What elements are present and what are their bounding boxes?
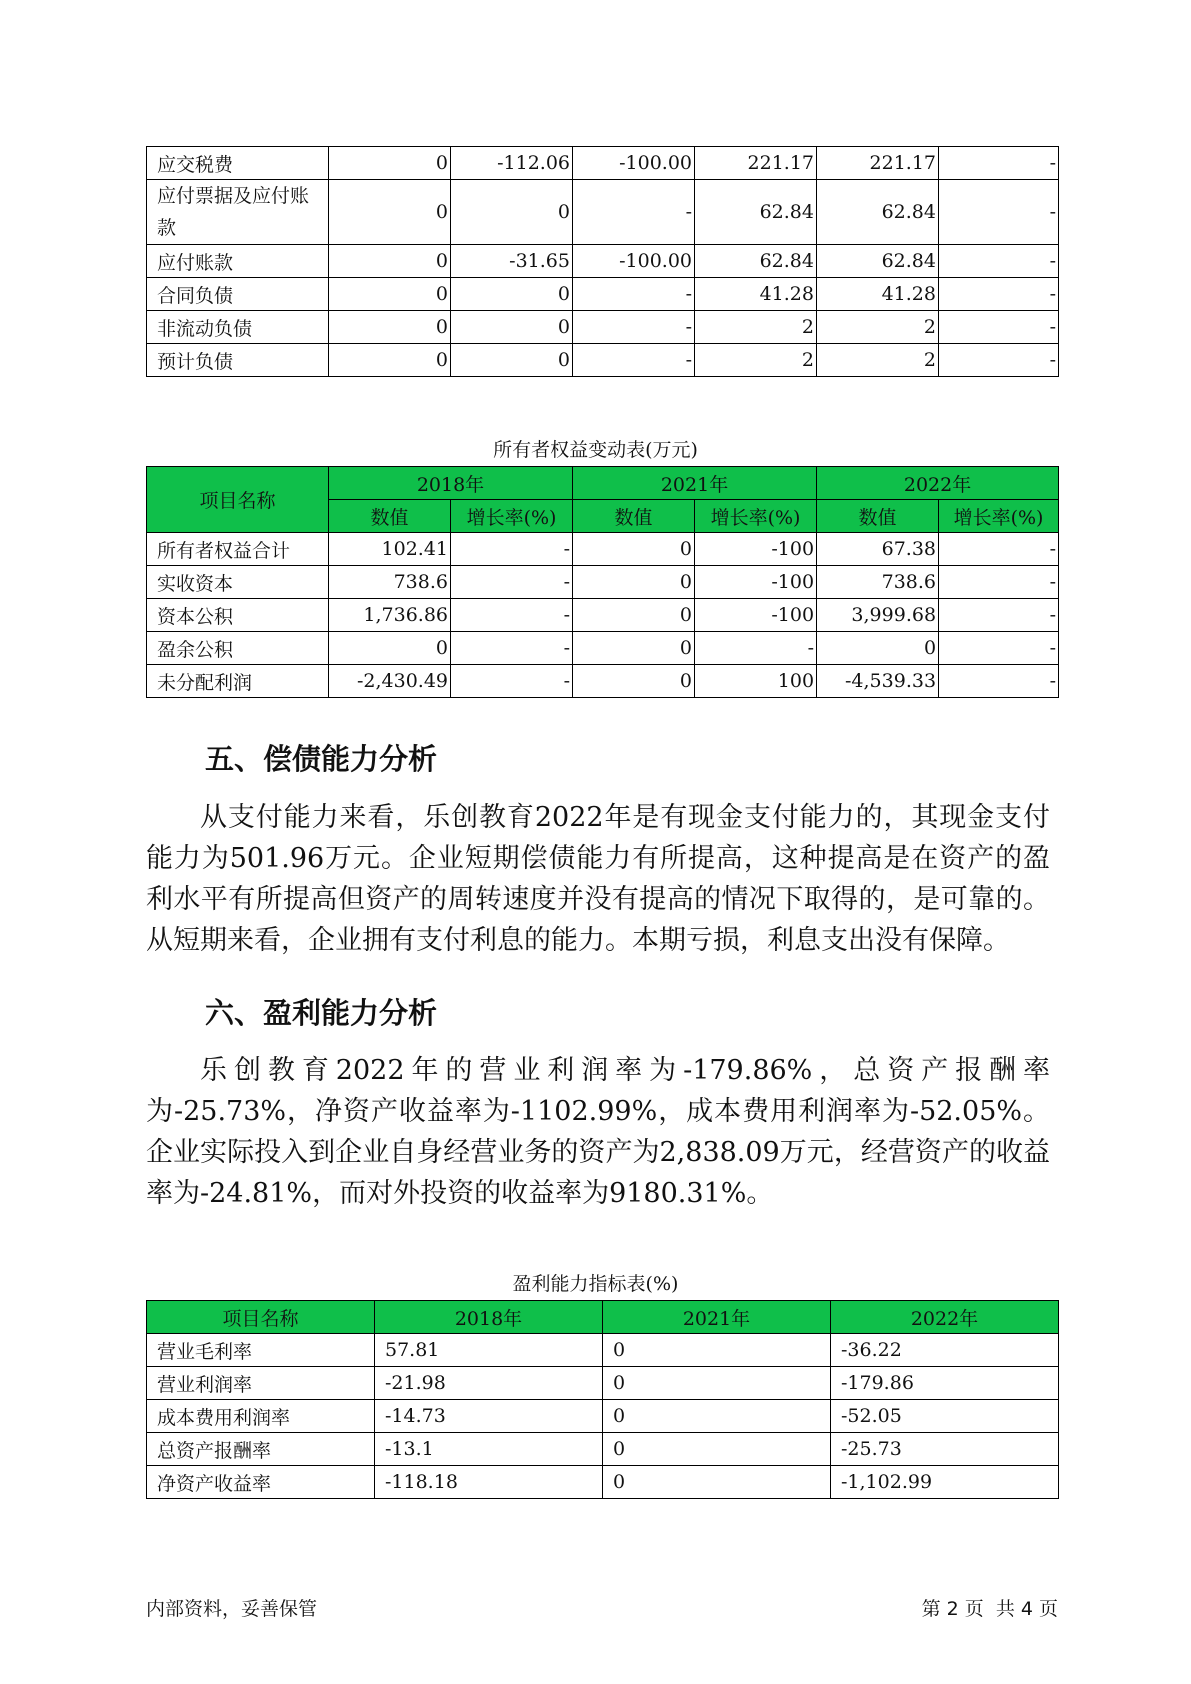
cell: 100: [695, 665, 817, 698]
cell: 2: [695, 311, 817, 344]
table-row: [147, 1367, 1059, 1400]
row-label: 应交税费: [147, 147, 329, 180]
header-year: 2021年: [603, 1301, 831, 1334]
cell: -13.1: [375, 1433, 603, 1466]
table-row: [147, 278, 1059, 311]
table-row: [147, 311, 1059, 344]
cell: 221.17: [817, 147, 939, 180]
row-label: 盈余公积: [147, 632, 329, 665]
cell: 0: [451, 311, 573, 344]
cell: 0: [817, 632, 939, 665]
cell: -100: [695, 533, 817, 566]
cell: -: [939, 147, 1059, 180]
section-paragraph: 乐创教育2022年的营业利润率为-179.86%，总资产报酬率为-25.73%，净资产收益率为-1102.99%，成本费用利润率为-52.05%。企业实际投入到企业自身经营业务的资产为2,838.09万元，经营资产的收益率为-24.81%，而对外投资的收益率为9180.31%。: [146, 1055, 1050, 1209]
row-label: 预计负债: [147, 344, 329, 377]
row-label: 非流动负债: [147, 311, 329, 344]
cell: 102.41: [329, 533, 451, 566]
row-label: 合同负债: [147, 278, 329, 311]
header-growth: 增长率(%): [695, 500, 817, 533]
cell: 62.84: [695, 180, 817, 245]
cell: -: [695, 632, 817, 665]
table-row: [147, 665, 1059, 698]
cell: -118.18: [375, 1466, 603, 1499]
header-value: 数值: [329, 500, 451, 533]
cell: 0: [573, 533, 695, 566]
cell: -21.98: [375, 1367, 603, 1400]
table-row: [147, 1400, 1059, 1433]
row-label: 所有者权益合计: [147, 533, 329, 566]
header-value: 数值: [817, 500, 939, 533]
cell: 62.84: [817, 245, 939, 278]
cell: 0: [329, 180, 451, 245]
cell: -: [573, 278, 695, 311]
footer-confidential: 内部资料，妥善保管: [146, 1598, 318, 1620]
header-value: 数值: [573, 500, 695, 533]
cell: -: [573, 311, 695, 344]
cell: -: [573, 180, 695, 245]
cell: -31.65: [451, 245, 573, 278]
cell: 738.6: [329, 566, 451, 599]
cell: 41.28: [695, 278, 817, 311]
cell: 738.6: [817, 566, 939, 599]
cell: 2: [817, 344, 939, 377]
table-row: [147, 1466, 1059, 1499]
cell: -: [451, 566, 573, 599]
table-row: [147, 147, 1059, 180]
cell: 0: [329, 632, 451, 665]
header-item-name: 项目名称: [147, 1301, 375, 1334]
section-heading: 六、盈利能力分析: [205, 996, 438, 1030]
equity-table: [146, 466, 1059, 698]
cell: -: [939, 180, 1059, 245]
table-row: [147, 344, 1059, 377]
profit-table-caption: 盈利能力指标表(%): [512, 1273, 679, 1295]
row-label: 资本公积: [147, 599, 329, 632]
table-row: [147, 533, 1059, 566]
section-paragraph: 从支付能力来看，乐创教育2022年是有现金支付能力的，其现金支付能力为501.96万元。企业短期偿债能力有所提高，这种提高是在资产的盈利水平有所提高但资产的周转速度并没有提高的情况下取得的，是可靠的。从短期来看，企业拥有支付利息的能力。本期亏损，利息支出没有保障。: [146, 802, 1050, 956]
cell: -1,102.99: [831, 1466, 1059, 1499]
equity-table-caption: 所有者权益变动表(万元): [493, 439, 698, 461]
row-label: 实收资本: [147, 566, 329, 599]
cell: 0: [573, 599, 695, 632]
cell: 2: [817, 311, 939, 344]
table-row: [147, 245, 1059, 278]
footer-page-number: 第 2 页 共 4 页: [921, 1598, 1058, 1620]
cell: -100.00: [573, 245, 695, 278]
cell: 0: [329, 311, 451, 344]
cell: -36.22: [831, 1334, 1059, 1367]
cell: 0: [573, 632, 695, 665]
table-row: [147, 632, 1059, 665]
cell: 0: [573, 566, 695, 599]
cell: -100: [695, 566, 817, 599]
cell: 0: [329, 278, 451, 311]
table-row: [147, 1433, 1059, 1466]
cell: -25.73: [831, 1433, 1059, 1466]
cell: 0: [573, 665, 695, 698]
header-year: 2021年: [573, 467, 817, 500]
cell: -: [939, 245, 1059, 278]
cell: 62.84: [695, 245, 817, 278]
cell: -: [939, 665, 1059, 698]
cell: -: [573, 344, 695, 377]
profit-table: [146, 1300, 1059, 1499]
cell: -: [939, 278, 1059, 311]
cell: 0: [329, 245, 451, 278]
cell: -: [939, 311, 1059, 344]
cell: -: [451, 599, 573, 632]
cell: -112.06: [451, 147, 573, 180]
table-row: [147, 599, 1059, 632]
cell: 3,999.68: [817, 599, 939, 632]
row-label: 应付票据及应付账款: [147, 180, 329, 245]
cell: -100: [695, 599, 817, 632]
header-growth: 增长率(%): [939, 500, 1059, 533]
cell: 0: [451, 344, 573, 377]
cell: -: [939, 599, 1059, 632]
cell: -: [939, 344, 1059, 377]
cell: 62.84: [817, 180, 939, 245]
cell: 0: [329, 344, 451, 377]
table-row: [147, 1334, 1059, 1367]
header-growth: 增长率(%): [451, 500, 573, 533]
cell: 67.38: [817, 533, 939, 566]
row-label: 应付账款: [147, 245, 329, 278]
cell: 2: [695, 344, 817, 377]
table-row: [147, 180, 1059, 245]
header-year: 2022年: [831, 1301, 1059, 1334]
cell: 0: [603, 1433, 831, 1466]
cell: -2,430.49: [329, 665, 451, 698]
row-label: 总资产报酬率: [147, 1433, 375, 1466]
cell: -14.73: [375, 1400, 603, 1433]
cell: -: [939, 533, 1059, 566]
cell: -52.05: [831, 1400, 1059, 1433]
cell: -: [451, 533, 573, 566]
cell: 1,736.86: [329, 599, 451, 632]
table-row: [147, 566, 1059, 599]
cell: 0: [329, 147, 451, 180]
cell: -4,539.33: [817, 665, 939, 698]
header-year: 2022年: [817, 467, 1059, 500]
liability-table: [146, 146, 1059, 377]
cell: -179.86: [831, 1367, 1059, 1400]
row-label: 营业利润率: [147, 1367, 375, 1400]
cell: 41.28: [817, 278, 939, 311]
cell: -100.00: [573, 147, 695, 180]
row-label: 未分配利润: [147, 665, 329, 698]
cell: -: [939, 632, 1059, 665]
cell: -: [451, 632, 573, 665]
cell: 0: [451, 180, 573, 245]
cell: 0: [451, 278, 573, 311]
cell: 221.17: [695, 147, 817, 180]
header-year: 2018年: [375, 1301, 603, 1334]
cell: 0: [603, 1367, 831, 1400]
row-label: 成本费用利润率: [147, 1400, 375, 1433]
section-heading: 五、偿债能力分析: [205, 742, 438, 776]
row-label: 净资产收益率: [147, 1466, 375, 1499]
row-label: 营业毛利率: [147, 1334, 375, 1367]
cell: -: [451, 665, 573, 698]
header-year: 2018年: [329, 467, 573, 500]
cell: 57.81: [375, 1334, 603, 1367]
cell: 0: [603, 1400, 831, 1433]
cell: 0: [603, 1334, 831, 1367]
cell: -: [939, 566, 1059, 599]
cell: 0: [603, 1466, 831, 1499]
header-item-name: 项目名称: [147, 467, 329, 533]
